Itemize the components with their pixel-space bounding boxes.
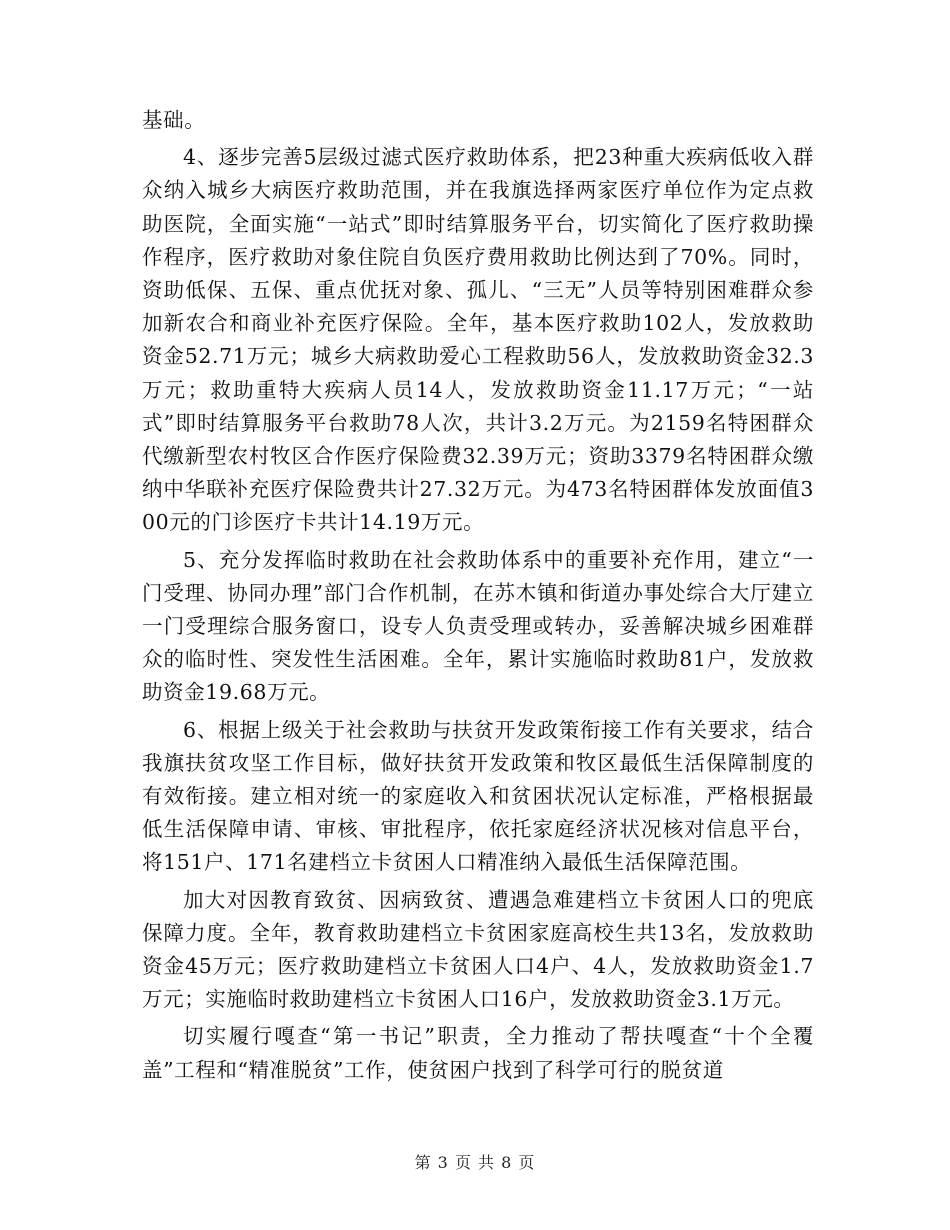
paragraph-poverty-support: 加大对因教育致贫、因病致贫、遭遇急难建档立卡贫困人口的兜底保障力度。全年，教育救助建档立卡贫困家庭高校生共13名，发放救助资金45万元；医疗救助建档立卡贫困人口4户、4人，发放救助资金1.7万元；实施临时救助建档立卡贫困人口16户，发放救助资金3.1万元。 xyxy=(142,887,814,1012)
paragraph-continuation: 基础。 xyxy=(142,108,206,132)
page-footer: 第 3 页 共 8 页 xyxy=(414,1153,536,1172)
paragraph-item-4: 4、逐步完善5层级过滤式医疗救助体系，把23种重大疾病低收入群众纳入城乡大病医疗救助范围，并在我旗选择两家医疗单位作为定点救助医院，全面实施“一站式”即时结算服务平台，切实简化了医疗救助操作程序，医疗救助对象住院自负医疗费用救助比例达到了70%。同时，资助低保、五保、重点优抚对象、孤儿、“三无”人员等特别困难群众参加新农合和商业补充医疗保险。全年，基本医疗救助102人，发放救助资金52.71万元；城乡大病救助爱心工程救助56人，发放救助资金32.3万元；救助重特大疾病人员14人，发放救助资金11.17万元；“一站式”即时结算服务平台救助78人次，共计3.2万元。为2159名特困群众代缴新型农村牧区合作医疗保险费32.39万元；资助3379名特困群众缴纳中华联补充医疗保险费共计27.32万元。为473名特困群体发放面值300元的门诊医疗卡共计14.19万元。 xyxy=(142,145,814,535)
paragraph-first-secretary: 切实履行嘎查“第一书记”职责，全力推动了帮扶嘎查“十个全覆盖”工程和“精准脱贫”工作，使贫困户找到了科学可行的脱贫道 xyxy=(142,1024,814,1082)
paragraph-item-6: 6、根据上级关于社会救助与扶贫开发政策衔接工作有关要求，结合我旗扶贫攻坚工作目标，做好扶贫开发政策和牧区最低生活保障制度的有效衔接。建立相对统一的家庭收入和贫困状况认定标准，严格根据最低生活保障申请、审核、审批程序，依托家庭经济状况核对信息平台，将151户、171名建档立卡贫困人口精准纳入最低生活保障范围。 xyxy=(142,717,814,875)
body-text xyxy=(142,104,814,1091)
paragraph-item-5: 5、充分发挥临时救助在社会救助体系中的重要补充作用，建立“一门受理、协同办理”部门合作机制，在苏木镇和街道办事处综合大厅建立一门受理综合服务窗口，设专人负责受理或转办，妥善解决城乡困难群众的临时性、突发性生活困难。全年，累计实施临时救助81户，发放救助资金19.68万元。 xyxy=(142,547,814,705)
